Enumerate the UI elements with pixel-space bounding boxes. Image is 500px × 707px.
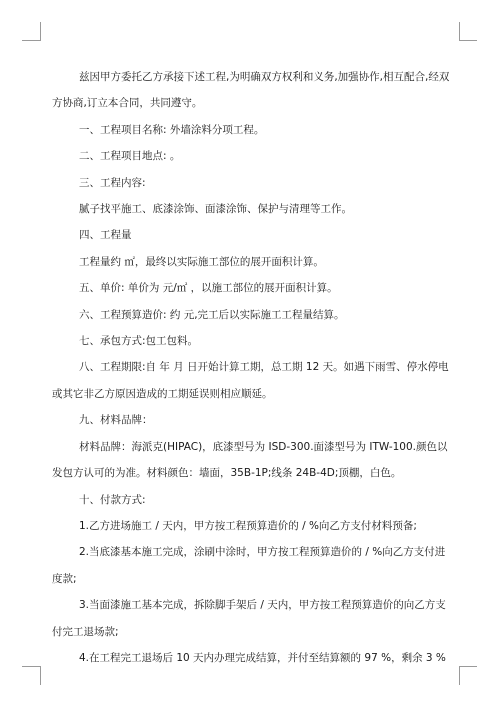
payment-item-3: 3.当面漆施工基本完成，拆除脚手架后 / 天内，甲方按工程预算造价的向乙方支付完工退场款; bbox=[52, 599, 446, 638]
clause-unit-price: 五、单价: 单价为 元/㎡ ，以施工部位的展开面积计算。 bbox=[79, 282, 338, 295]
payment-item-2: 2.当底漆基本施工完成，涂刷中涂时，甲方按工程预算造价的 / %向乙方支付进度款; bbox=[52, 546, 446, 585]
clause-project-location: 二、工程项目地点: 。 bbox=[79, 150, 181, 163]
clause-contract-type: 七、承包方式:包工包料。 bbox=[79, 335, 199, 348]
crop-mark-top-left-h bbox=[22, 40, 40, 41]
quantity-text: 工程量约 ㎡，最终以实际施工部位的展开面积计算。 bbox=[79, 255, 324, 268]
payment-item-1: 1.乙方进场施工 / 天内，甲方按工程预算造价的 / %向乙方支付材料预备; bbox=[79, 519, 417, 532]
crop-mark-top-right-h bbox=[459, 40, 477, 41]
crop-mark-bottom-left-v bbox=[40, 666, 41, 685]
clause-budget-cost: 六、工程预算造价: 约 元,完工后以实际施工工程量结算。 bbox=[79, 308, 345, 321]
crop-mark-top-right-v bbox=[459, 22, 460, 41]
clause-payment-heading: 十、付款方式: bbox=[79, 493, 146, 506]
payment-item-4: 4.在工程完工退场后 10 天内办理完成结算，并付至结算额的 97 %，剩余 3 % bbox=[79, 651, 446, 664]
crop-mark-bottom-right-h bbox=[459, 666, 477, 667]
intro-paragraph: 兹因甲方委托乙方承接下述工程,为明确双方权利和义务,加强协作,相互配合,经双方协商,订立本合同，共同遵守。 bbox=[52, 71, 450, 110]
clause-work-content-heading: 三、工程内容: bbox=[79, 176, 146, 189]
crop-mark-bottom-right-v bbox=[459, 666, 460, 685]
clause-duration: 八、工程期限:自 年 月 日开始计算工期，总工期 12 天。如遇下雨雪、停水停电或其它非乙方原因造成的工期延误则相应顺延。 bbox=[52, 361, 449, 400]
clause-quantity-heading: 四、工程量 bbox=[79, 229, 132, 242]
clause-project-name: 一、工程项目名称: 外墙涂料分项工程。 bbox=[79, 123, 265, 136]
material-brand-text: 材料品牌：海派克(HIPAC)，底漆型号为 ISD-300.面漆型号为 ITW-100.颜色以发包方认可的为准。材料颜色：墙面，35B-1P;线条 24B-4D;顶棚，白色。 bbox=[52, 440, 448, 480]
crop-mark-top-left-v bbox=[40, 22, 41, 41]
work-content-text: 腻子找平施工、底漆涂饰、面漆涂饰、保护与清理等工作。 bbox=[79, 203, 352, 216]
clause-material-brand-heading: 九、材料品牌： bbox=[79, 414, 153, 427]
document-body bbox=[52, 64, 452, 671]
crop-mark-bottom-left-h bbox=[22, 666, 40, 667]
